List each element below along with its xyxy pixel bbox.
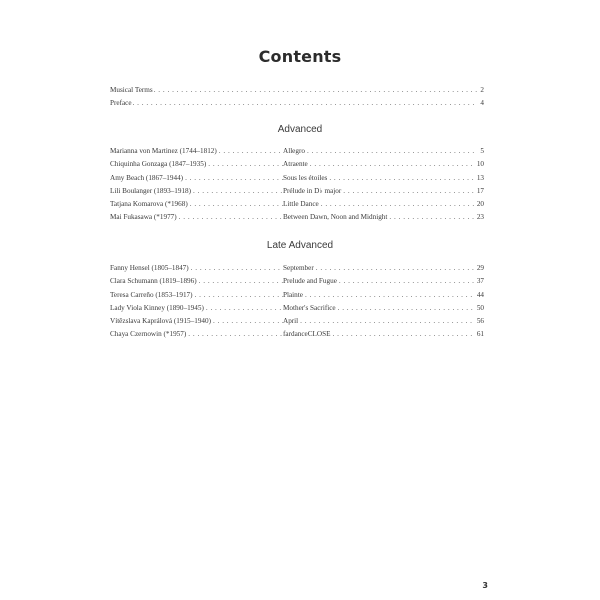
entry-composer: Teresa Carreño (1853–1917) xyxy=(110,290,193,299)
entry-title: Atraente xyxy=(283,160,308,169)
toc-entry[interactable] xyxy=(110,262,484,275)
entry-title: Between Dawn, Noon and Midnight xyxy=(283,213,388,222)
dot-leader xyxy=(153,84,478,97)
entry-page-number: 2 xyxy=(480,86,484,94)
entry-title: Little Dance xyxy=(283,200,319,209)
dot-leader xyxy=(342,185,474,198)
dot-leader xyxy=(337,302,474,315)
entry-composer: Tatjana Komarova (*1968) xyxy=(110,200,188,209)
entry-composer: Lili Boulanger (1893–1918) xyxy=(110,186,192,195)
section-heading-advanced: Advanced xyxy=(277,124,323,135)
entry-page-number: 13 xyxy=(476,173,484,182)
entry-title: September xyxy=(283,264,314,272)
entry-title: Prélude in D♭ major xyxy=(283,186,342,195)
dot-leader xyxy=(205,302,283,315)
dot-leader xyxy=(338,275,474,288)
entry-title: Allegro xyxy=(283,147,305,155)
section-heading-late-advanced: Late Advanced xyxy=(266,240,334,251)
entry-composer-cell xyxy=(110,145,283,158)
entry-page-number: 5 xyxy=(480,147,484,155)
dot-leader xyxy=(184,172,283,185)
dot-leader xyxy=(198,275,283,288)
toc-entry[interactable] xyxy=(110,172,484,185)
dot-leader xyxy=(332,328,474,341)
entry-title: Prelude and Fugue xyxy=(283,277,337,286)
entry-composer: Lady Viola Kinney (1890–1945) xyxy=(110,303,204,312)
entry-page-number: 20 xyxy=(476,200,484,209)
dot-leader xyxy=(190,262,283,275)
entry-composer-cell xyxy=(110,275,283,288)
entry-page-number: 50 xyxy=(476,303,484,312)
dot-leader xyxy=(218,145,283,158)
entry-composer-cell xyxy=(110,302,283,315)
entry-page-number: 17 xyxy=(476,186,484,195)
entry-page-number: 44 xyxy=(476,290,484,299)
entry-title: Musical Terms xyxy=(110,86,153,94)
entry-title: Sous les étoiles xyxy=(283,173,328,182)
dot-leader xyxy=(309,158,474,171)
dot-leader xyxy=(194,289,283,302)
entry-composer: Clara Schumann (1819–1896) xyxy=(110,277,197,286)
entry-composer-cell xyxy=(110,185,283,198)
entry-composer-cell xyxy=(110,315,283,328)
entry-composer: Vítězslava Kaprálová (1915–1940) xyxy=(110,317,211,326)
dot-leader xyxy=(304,289,474,302)
toc-entry[interactable] xyxy=(110,198,484,211)
entry-title: Preface xyxy=(110,99,132,108)
dot-leader xyxy=(306,145,477,158)
entry-composer-cell xyxy=(110,328,283,341)
entry-title: fardanceCLOSE xyxy=(283,330,331,339)
dot-leader xyxy=(178,211,283,224)
entry-composer: Chiquinha Gonzaga (1847–1935) xyxy=(110,160,207,169)
entry-composer-cell xyxy=(110,172,283,185)
dot-leader xyxy=(315,262,474,275)
toc-entry[interactable] xyxy=(110,328,484,341)
toc-entry[interactable] xyxy=(110,275,484,288)
entry-composer: Fanny Hensel (1805–1847) xyxy=(110,264,189,272)
dot-leader xyxy=(328,172,473,185)
entry-page-number: 23 xyxy=(476,213,484,222)
dot-leader xyxy=(320,198,474,211)
entry-title: Plainte xyxy=(283,290,303,299)
entry-page-number: 10 xyxy=(476,160,484,169)
entry-page-number: 37 xyxy=(476,277,484,286)
advanced-list xyxy=(110,145,484,225)
entry-composer: Chaya Czernowin (*1957) xyxy=(110,330,187,339)
entry-composer: Mai Fukasawa (*1977) xyxy=(110,213,177,222)
toc-entry[interactable] xyxy=(110,158,484,171)
dot-leader xyxy=(187,328,283,341)
dot-leader xyxy=(212,315,283,328)
entry-composer: Amy Beach (1867–1944) xyxy=(110,173,184,182)
dot-leader xyxy=(207,158,283,171)
entry-page-number: 61 xyxy=(476,330,484,339)
entry-composer-cell xyxy=(110,198,283,211)
entry-title: Mother's Sacrifice xyxy=(283,303,336,312)
toc-entry[interactable] xyxy=(110,289,484,302)
page-title: Contents xyxy=(258,47,342,66)
entry-composer-cell xyxy=(110,289,283,302)
late-advanced-list xyxy=(110,262,484,342)
dot-leader xyxy=(132,97,478,110)
front-matter-list xyxy=(110,84,484,111)
entry-title: April xyxy=(283,317,299,326)
entry-page-number: 29 xyxy=(476,264,484,272)
entry-composer-cell xyxy=(110,262,283,275)
entry-page-number: 56 xyxy=(476,317,484,326)
toc-entry[interactable] xyxy=(110,211,484,224)
dot-leader xyxy=(192,185,283,198)
entry-composer-cell xyxy=(110,158,283,171)
entry-composer-cell xyxy=(110,211,283,224)
toc-entry-musical-terms[interactable] xyxy=(110,84,484,97)
toc-entry[interactable] xyxy=(110,302,484,315)
dot-leader xyxy=(299,315,474,328)
dot-leader xyxy=(189,198,283,211)
page-number: 3 xyxy=(482,581,488,590)
dot-leader xyxy=(388,211,473,224)
entry-page-number: 4 xyxy=(480,99,484,108)
toc-entry-preface[interactable] xyxy=(110,97,484,110)
toc-entry[interactable] xyxy=(110,145,484,158)
toc-entry[interactable] xyxy=(110,185,484,198)
toc-entry[interactable] xyxy=(110,315,484,328)
entry-composer: Marianna von Martinez (1744–1812) xyxy=(110,147,217,155)
